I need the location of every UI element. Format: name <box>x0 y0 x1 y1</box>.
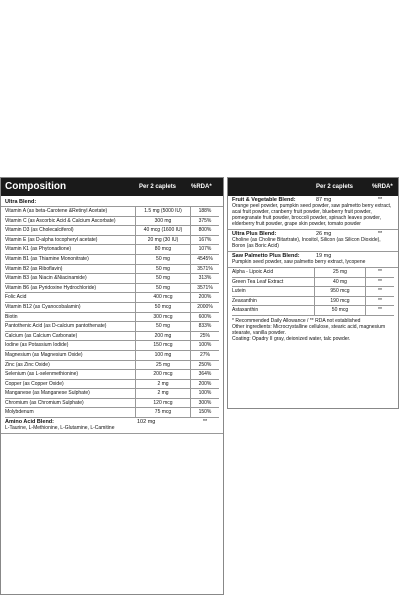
composition-left-panel <box>0 177 224 595</box>
nutrient-amount: 50 mg <box>135 322 190 331</box>
nutrient-amount: 2 mg <box>135 389 190 398</box>
nutrient-rda: ** <box>365 278 394 287</box>
nutrient-row <box>5 399 219 409</box>
amino-acid-blend <box>1 418 223 434</box>
nutrient-row <box>5 255 219 265</box>
amino-blend-amount: 102 mg <box>137 419 156 426</box>
nutrient-row <box>5 245 219 255</box>
nutrient-row <box>5 217 219 227</box>
right-header <box>228 178 398 196</box>
nutrient-row <box>5 322 219 332</box>
nutrient-amount: 50 mg <box>135 274 190 283</box>
nutrient-amount: 400 mcg <box>135 293 190 302</box>
per-serving-header: Per 2 caplets <box>139 184 177 190</box>
nutrient-amount: 50 mg <box>135 255 190 264</box>
nutrient-amount: 100 mg <box>135 351 190 360</box>
nutrient-name: Manganese (as Manganese Sulphate) <box>5 390 90 397</box>
nutrient-rda: 100% <box>190 389 219 398</box>
nutrient-amount: 50 mg <box>135 284 190 293</box>
left-header <box>1 178 223 196</box>
rda-header: %RDA* <box>372 184 393 190</box>
nutrient-name: Folic Acid <box>5 294 27 301</box>
nutrient-rda: 833% <box>190 322 219 331</box>
nutrient-amount: 75 mcg <box>135 408 190 417</box>
nutrient-rda: 364% <box>190 370 219 379</box>
nutrient-amount: 50 mcg <box>314 306 365 315</box>
nutrient-row <box>5 265 219 275</box>
per-serving-header: Per 2 caplets <box>316 184 354 190</box>
amino-blend-name: Amino Acid Blend: <box>5 419 54 426</box>
nutrient-amount: 25 mg <box>135 361 190 370</box>
nutrient-rda: 4545% <box>190 255 219 264</box>
nutrient-row <box>5 313 219 323</box>
nutrient-amount: 20 mg (30 IU) <box>135 236 190 245</box>
nutrient-rda: 200% <box>190 380 219 389</box>
nutrient-amount: 300 mg <box>135 217 190 226</box>
composition-right-panel <box>227 177 399 409</box>
nutrient-name: Vitamin B1 (as Thiamine Mononitrate) <box>5 255 89 262</box>
blend-amount: 87 mg <box>316 197 332 203</box>
nutrient-row <box>232 278 394 288</box>
nutrient-amount: 2 mg <box>135 380 190 389</box>
footnote-line: Other ingredients: Microcrystalline cellulose, stearic acid, magnesium stearate, vanilla powder. <box>232 323 386 336</box>
nutrient-amount: 40 mcg (1600 IU) <box>135 226 190 235</box>
nutrient-name: Pantothenic Acid (as D-calcium pantothenate) <box>5 323 107 330</box>
nutrient-name: Calcium (as Calcium Carbonate) <box>5 332 78 339</box>
nutrient-rda: 107% <box>190 245 219 254</box>
blend-desc: Orange peel powder, pumpkin seed powder, saw palmetto berry extract, acai fruit powder, cranberry fruit powder, blueberry fruit powder, pomegranate fruit powder, broccoli powder, spinach leaves powder, elderberry fruit powder, grape skin powder, tomato powder <box>232 203 392 227</box>
nutrient-amount: 50 mg <box>135 265 190 274</box>
blend-desc: Choline (as Choline Bitartrate), Inositol, Silicon (as Silicon Dioxide), Boron (as Boric Acid) <box>232 237 381 249</box>
nutrient-rda: ** <box>365 297 394 306</box>
nutrient-rda: 188% <box>190 207 219 216</box>
nutrient-row <box>5 226 219 236</box>
nutrient-rda: 800% <box>190 226 219 235</box>
nutrient-rda: 27% <box>190 351 219 360</box>
blend-rda: ** <box>377 231 383 237</box>
nutrient-amount: 1.5 mg (5000 IU) <box>135 207 190 216</box>
nutrient-name: Alpha - Lipoic Acid <box>232 269 274 275</box>
nutrient-amount: 80 mcg <box>135 245 190 254</box>
nutrient-row <box>5 351 219 361</box>
nutrient-rda: 3571% <box>190 265 219 274</box>
nutrient-rda: 375% <box>190 217 219 226</box>
nutrient-name: Magnesium (as Magnesium Oxide) <box>5 351 83 358</box>
nutrient-amount: 300 mcg <box>135 313 190 322</box>
amino-blend-desc: L-Taurine, L-Methionine, L-Glutamine, L-Camitine <box>5 425 115 432</box>
rda-header: %RDA* <box>191 184 212 190</box>
blend-amount: 19 mg <box>316 253 332 259</box>
nutrient-amount: 40 mg <box>314 278 365 287</box>
nutrient-name: Zeaxanthin <box>232 297 257 304</box>
nutrient-rda: 250% <box>190 361 219 370</box>
nutrient-row <box>232 297 394 307</box>
nutrient-row <box>5 389 219 399</box>
blend-name: Fruit & Vegetable Blend: <box>232 197 296 203</box>
blend-rda: ** <box>377 197 383 203</box>
nutrient-amount: 200 mcg <box>135 370 190 379</box>
nutrient-rda: ** <box>365 268 394 277</box>
nutrient-rda: 167% <box>190 236 219 245</box>
footnote-line: Coating: Opadry II gray, deionized water, talc powder. <box>232 335 351 342</box>
right-blends <box>228 196 398 268</box>
nutrient-amount: 950 mcg <box>314 287 365 296</box>
nutrient-rda: 600% <box>190 313 219 322</box>
blend-block <box>228 230 398 252</box>
nutrient-rda: 313% <box>190 274 219 283</box>
nutrient-amount: 120 mcg <box>135 399 190 408</box>
nutrient-rda: 100% <box>190 341 219 350</box>
blend-desc: Pumpkin seed powder, saw palmetto berry extract, lycopene <box>232 259 366 265</box>
nutrient-amount: 25 mg <box>314 268 365 277</box>
nutrient-name: Vitamin E (as D-alpha tocopheryl acetate) <box>5 236 98 243</box>
nutrient-row <box>5 236 219 246</box>
nutrient-name: Zinc (as Zinc Oxide) <box>5 361 50 368</box>
nutrient-rda: 2000% <box>190 303 219 312</box>
nutrient-name: Lutein <box>232 288 246 295</box>
nutrient-rda: 300% <box>190 399 219 408</box>
nutrient-name: Green Tea Leaf Extract <box>232 278 284 285</box>
nutrient-row <box>232 268 394 278</box>
blend-block <box>228 196 398 230</box>
nutrient-name: Vitamin B3 (as Niacin &Niacinamide) <box>5 275 87 282</box>
nutrient-row <box>5 370 219 380</box>
nutrient-amount: 150 mcg <box>135 341 190 350</box>
blend-name: Ultra Plus Blend: <box>232 231 277 237</box>
nutrient-row <box>5 207 219 217</box>
nutrient-row <box>5 380 219 390</box>
amino-blend-rda: ** <box>202 419 208 426</box>
nutrient-row <box>5 274 219 284</box>
nutrient-row <box>232 287 394 297</box>
nutrient-rda: 150% <box>190 408 219 417</box>
nutrient-row <box>5 303 219 313</box>
footnotes <box>228 316 398 344</box>
footnote-line: * Recommended Daily Allowance / ** RDA not established <box>232 317 361 324</box>
nutrient-name: Chromium (as Chromium Sulphate) <box>5 399 84 406</box>
nutrient-rda: ** <box>365 306 394 315</box>
right-nutrient-list <box>228 268 398 316</box>
nutrient-name: Selenium (as L-selenmethionine) <box>5 371 79 378</box>
left-nutrient-list <box>1 207 223 418</box>
nutrient-name: Vitamin A (as beta-Carotene &Retinyl Acetate) <box>5 208 108 214</box>
nutrient-name: Vitamin B12 (as Cyanocobalamin) <box>5 303 81 310</box>
nutrient-row <box>5 408 219 418</box>
nutrient-row <box>5 341 219 351</box>
blend-amount: 26 mg <box>316 231 332 237</box>
nutrient-row <box>5 293 219 303</box>
nutrient-rda: 25% <box>190 332 219 341</box>
blend-name: Saw Palmetto Plus Blend: <box>232 253 300 259</box>
nutrient-name: Molybdenum <box>5 409 34 416</box>
blend-rda <box>366 253 394 259</box>
nutrient-row <box>5 332 219 342</box>
nutrient-row <box>5 284 219 294</box>
ultra-blend-title: Ultra Blend: <box>1 196 223 207</box>
nutrient-rda: 200% <box>190 293 219 302</box>
nutrient-name: Iodine (as Potassium Iodide) <box>5 342 69 349</box>
nutrient-rda: ** <box>365 287 394 296</box>
nutrient-name: Vitamin D3 (as Cholecalciferol) <box>5 227 74 234</box>
nutrient-amount: 50 mcg <box>135 303 190 312</box>
nutrient-name: Astaxanthin <box>232 307 259 314</box>
nutrient-name: Biotin <box>5 313 18 320</box>
nutrient-row <box>5 361 219 371</box>
composition-title: Composition <box>5 181 67 192</box>
blend-block <box>228 252 398 268</box>
nutrient-name: Vitamin K1 (as Phytonadione) <box>5 246 72 253</box>
nutrient-name: Vitamin B2 (as Riboflavin) <box>5 265 63 272</box>
nutrient-amount: 190 mcg <box>314 297 365 306</box>
nutrient-name: Copper (as Copper Oxide) <box>5 380 64 387</box>
nutrient-name: Vitamin B6 (as Pyridoxine Hydrochloride) <box>5 284 97 291</box>
nutrient-name: Vitamin C (as Ascorbic Acid & Calcium Ascorbate) <box>5 217 116 224</box>
nutrient-rda: 3571% <box>190 284 219 293</box>
nutrient-amount: 200 mg <box>135 332 190 341</box>
nutrient-row <box>232 306 394 316</box>
